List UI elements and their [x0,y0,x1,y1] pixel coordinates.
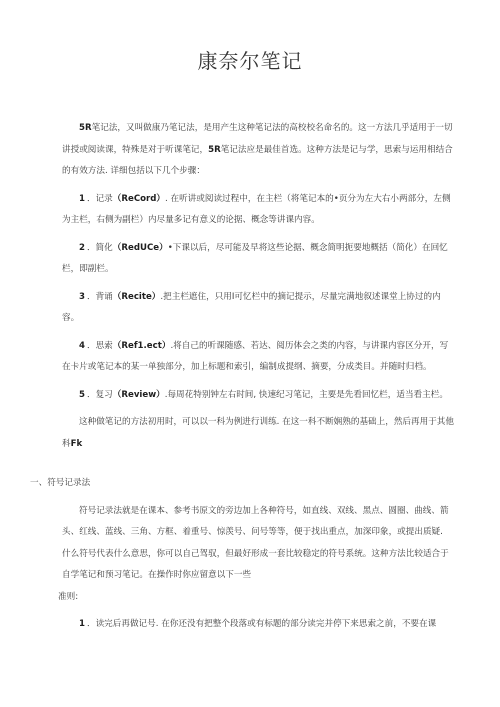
step-1-text: . 在听讲或阅读过程中，在主栏（将笔记本的•页分为左大右小两部分，左侧为主栏，右侧为副栏）内尽量多记有意义的论据、概念等讲课内容。 [62,193,451,225]
intro-prefix: 5R [79,123,92,133]
section-1-item-1 [62,614,454,636]
step-3 [62,287,454,330]
step-4-text: .将自己的听课随感、若达、阅历体会之类的内容，与讲课内容区分开，写在卡片或笔记本的某一单独部分，加上标题和索引，编制成提纲、摘要，分成类目。并随时归档。 [62,340,449,372]
summary-paragraph [62,412,454,455]
step-1-en: （ReCord） [112,193,166,204]
step-2-name: ．简化 [86,242,113,253]
step-2 [62,238,454,281]
intro-text-a: 笔记法，又叫做康乃笔记法，是用产生这种笔记法的高校校名命名的。这一方法几乎适用于一切讲授或阅读课，特殊是对于听课笔记， [62,123,453,155]
intro-paragraph [62,118,454,183]
summary-suffix: Fk [70,438,83,449]
intro-prefix-2: 5R [208,144,221,155]
summary-text: 这种做笔记的方法初用时，可以以一科为例进行训练. 在这一科不断娴熟的基础上，然后再用于其他科 [62,417,454,449]
step-1-number: 1 [79,193,85,204]
step-1-name: ．记录 [86,193,113,204]
document-body [30,118,454,636]
page-title: 康奈尔笔记 [197,49,303,73]
step-4 [62,336,454,379]
step-2-en: （RedUCe） [112,242,168,253]
step-5-name: ．复习 [86,389,113,400]
step-1 [62,189,454,232]
step-5-number: 5 [79,389,85,400]
section-1-paragraph-end: 准则: [58,591,79,602]
intro-text-b: 笔记法应是最佳首选。这种方法是记与学，思索与运用相结合的有效方法. 详细包括以下几个步骤： [62,144,453,176]
section-1-item-1-text: ．读完后再做记号. 在你还没有把整个段落或有标题的部分读完并停下来思索之前，不要在课 [86,619,437,629]
step-4-name: ．思索 [86,340,113,351]
section-1-item-1-number: 1 [79,619,85,629]
step-2-number: 2 [79,242,85,253]
step-4-en: （Ref1.ect） [112,340,171,351]
step-5-text: .每周花特别钟左右时间, 快速纪习笔记，主要是先看回忆栏，适当看主栏。 [164,389,448,400]
step-3-en: （Recite） [112,291,161,302]
step-2-text: •下课以后，尽可能及早将这些论据、概念简明扼要地概括（简化）在回忆栏，即副栏。 [62,242,448,274]
step-4-number: 4 [79,340,85,351]
step-3-number: 3 [79,291,85,302]
step-3-text: .把主栏遮住，只用I可忆栏中的摘记提示，尽量完满地叙述课堂上协过的内容。 [62,291,441,323]
step-5 [62,385,454,407]
step-3-name: ．背诵 [86,291,113,302]
step-5-en: （Review） [112,389,165,400]
section-1-paragraph: 符号记录法就是在课本、参考书原文的旁边加上各种符号，如直线、双线、黑点、圆圈、曲线、箭头、红线、蓝线、三角、方框、着重号、惊羡号、问号等等，便于找出重点，加深印象，或提出质疑. 什么符号代表什么意思，你可以自己驾驭，但最好形成一套比较稳定的符号系统。这种方法比较适合于自学笔记和预习笔记。在操作时你应留意以下一些 [62,505,449,580]
section-1-heading: 一、符号记录法 [30,478,91,488]
